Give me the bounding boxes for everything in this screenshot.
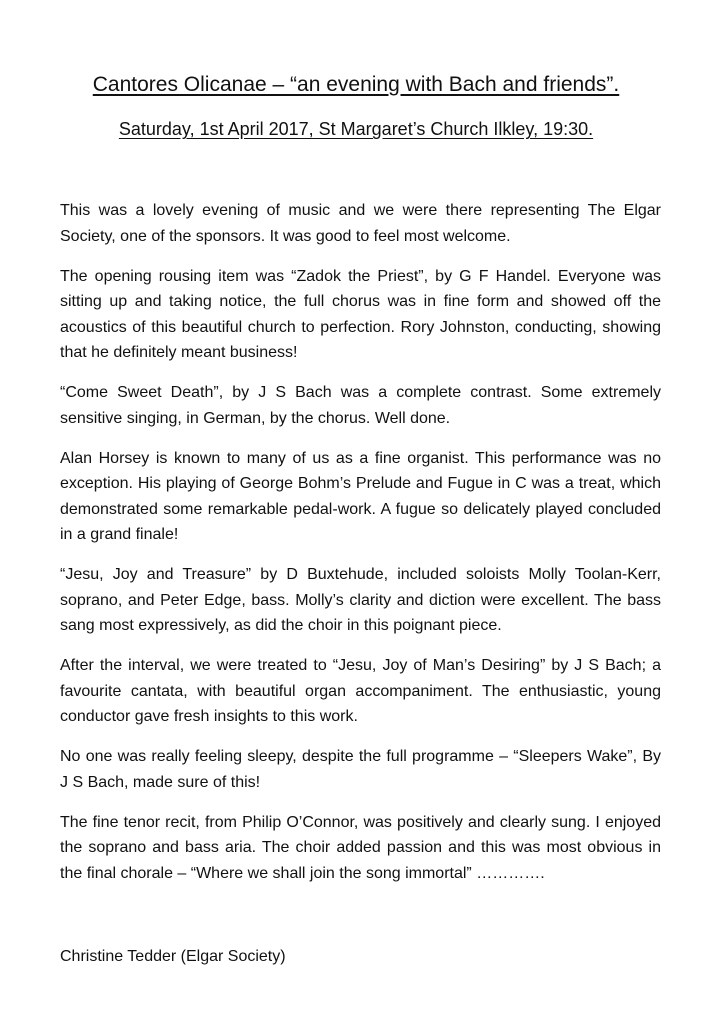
paragraph-4: Alan Horsey is known to many of us as a fine organist. This performance was no exception. His playing of George Bohm’s Prelude and Fugue in C was a treat, which demonstrated some remarkable pedal-work. A fugue so delicately played concluded in a grand finale!: [60, 449, 661, 543]
paragraph-6: After the interval, we were treated to “Jesu, Joy of Man’s Desiring” by J S Bach; a favourite cantata, with beautiful organ accompaniment. The enthusiastic, young conductor gave fresh insights to this work.: [60, 657, 661, 725]
paragraph-5: “Jesu, Joy and Treasure” by D Buxtehude, included soloists Molly Toolan-Kerr, soprano, and Peter Edge, bass. Molly’s clarity and diction were excellent. The bass sang most expressively, as did the choir in this poignant piece.: [60, 566, 661, 634]
signature: Christine Tedder (Elgar Society): [60, 948, 286, 965]
document-subtitle: Saturday, 1st April 2017, St Margaret’s Church Ilkley, 19:30.: [118, 119, 594, 139]
paragraph-3: “Come Sweet Death”, by J S Bach was a complete contrast. Some extremely sensitive singing, in German, by the chorus. Well done.: [60, 384, 661, 427]
paragraph-8: The fine tenor recit, from Philip O’Connor, was positively and clearly sung. I enjoyed the soprano and bass aria. The choir added passion and this was most obvious in the final chorale – “Where we shall join the song immortal” ………….: [60, 813, 661, 882]
paragraph-1: This was a lovely evening of music and we were there representing The Elgar Society, one of the sponsors. It was good to feel most welcome.: [60, 202, 661, 245]
document-title: Cantores Olicanae – “an evening with Bach and friends”.: [92, 73, 620, 96]
paragraph-7: No one was really feeling sleepy, despite the full programme – “Sleepers Wake”, By J S Bach, made sure of this!: [60, 748, 661, 791]
paragraph-2: The opening rousing item was “Zadok the Priest”, by G F Handel. Everyone was sitting up and taking notice, the full chorus was in fine form and showed off the acoustics of this beautiful church to perfection. Rory Johnston, conducting, showing that he definitely meant business!: [60, 267, 661, 361]
review-body: [60, 198, 661, 901]
